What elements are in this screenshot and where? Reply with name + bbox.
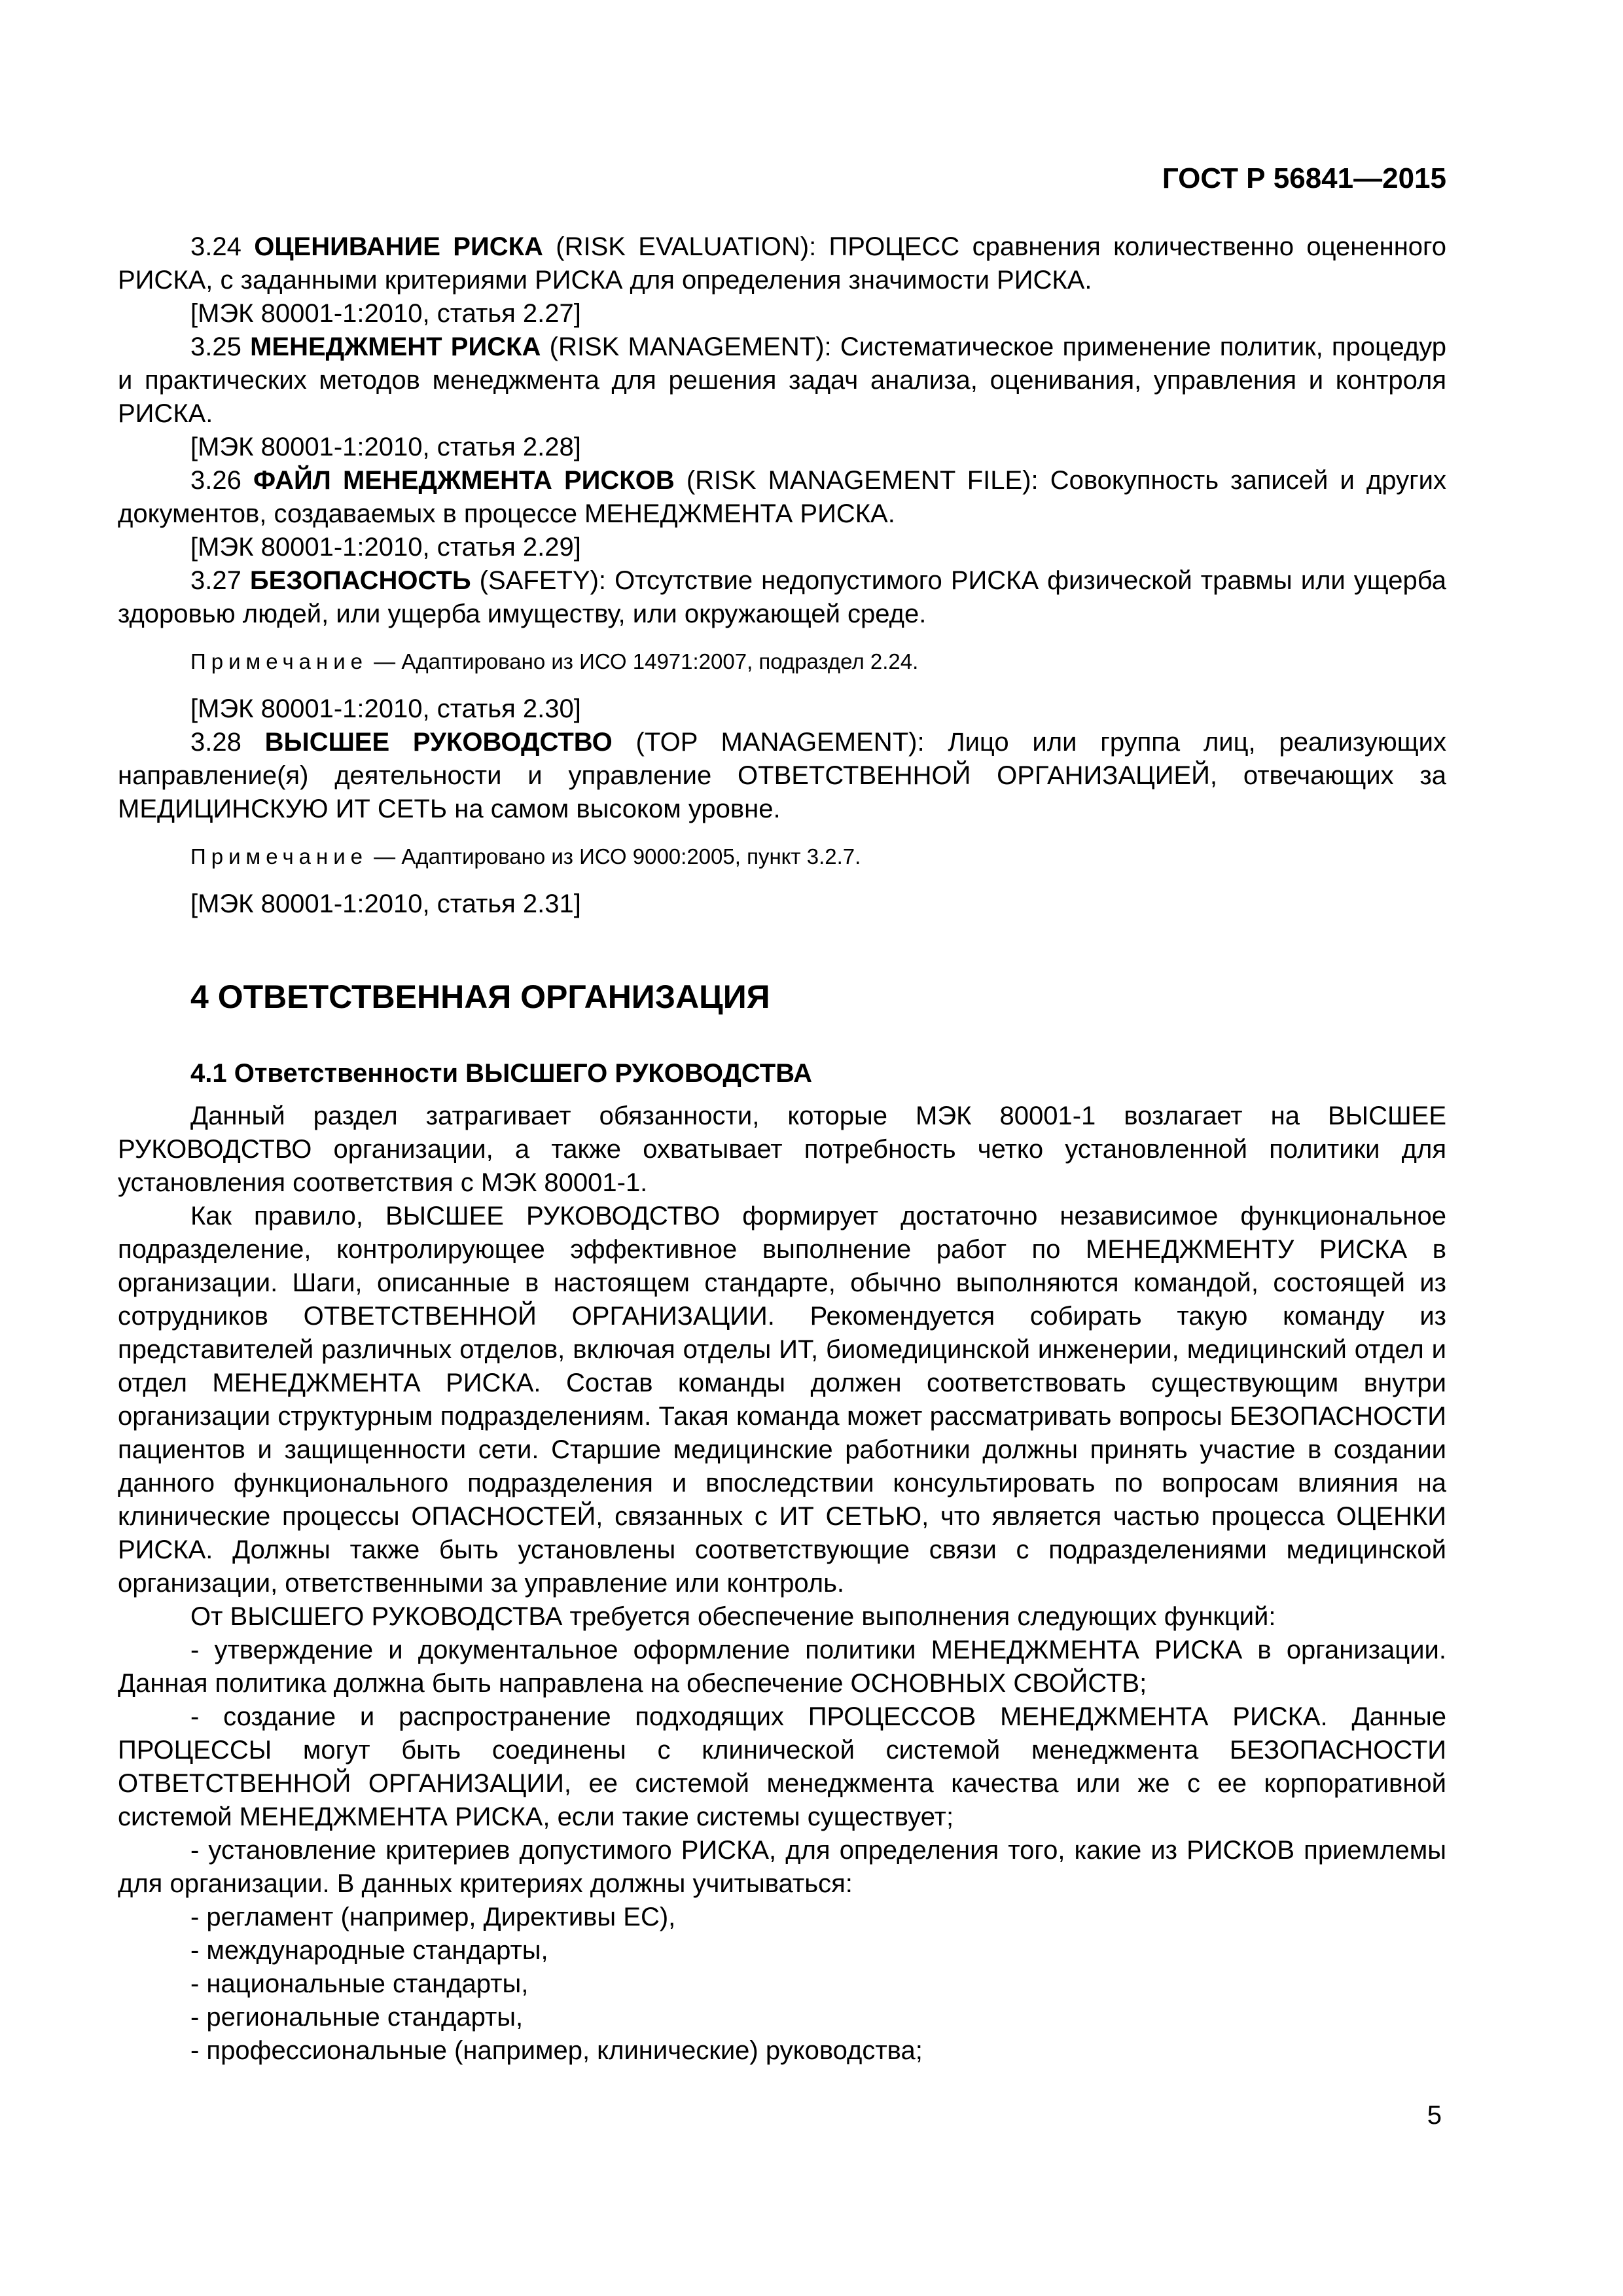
definition-reference: [МЭК 80001-1:2010, статья 2.31] bbox=[190, 889, 581, 918]
criteria-list-item: - регламент (например, Директивы ЕС), bbox=[190, 1903, 676, 1931]
definition-term: БЕЗОПАСНОСТЬ bbox=[249, 566, 471, 595]
definition-3-28 bbox=[118, 726, 1446, 826]
definition-number: 3.24 bbox=[190, 232, 255, 261]
function-list-item: - создание и распространение подходящих ПРОЦЕССОВ МЕНЕДЖМЕНТА РИСКА. Данные ПРОЦЕССЫ могут быть соединены с клинической системой менеджмента БЕЗОПАСНОСТИ ОТВЕТСТВЕННОЙ ОРГАНИЗАЦИИ, ее системой менеджмента качества или же с ее корпоративной системой МЕНЕДЖМЕНТА РИСКА, если такие системы существует; bbox=[118, 1702, 1446, 1831]
definition-reference: [МЭК 80001-1:2010, статья 2.29] bbox=[190, 533, 581, 562]
paragraph: От ВЫСШЕГО РУКОВОДСТВА требуется обеспечение выполнения следующих функций: bbox=[190, 1602, 1276, 1631]
definition-text: (RISK MANAGEMENT FILE): Совокупность записей и других документов, создаваемых в процессе МЕНЕДЖМЕНТА РИСКА. bbox=[118, 466, 1446, 528]
paragraph: Данный раздел затрагивает обязанности, которые МЭК 80001-1 возлагает на ВЫСШЕЕ РУКОВОДСТВО организации, а также охватывает потребность четко установленной политики для установления соответствия с МЭК 80001-1. bbox=[118, 1102, 1446, 1197]
definition-number: 3.25 bbox=[190, 332, 251, 361]
criteria-list-item: - международные стандарты, bbox=[190, 1936, 548, 1965]
page-content bbox=[118, 230, 1446, 2068]
page-number: 5 bbox=[1427, 2101, 1442, 2130]
definition-term: ФАЙЛ МЕНЕДЖМЕНТА РИСКОВ bbox=[253, 466, 675, 495]
note-label: Примечание bbox=[190, 649, 368, 673]
definition-reference: [МЭК 80001-1:2010, статья 2.28] bbox=[190, 433, 581, 461]
criteria-list-item: - профессиональные (например, клинические) руководства; bbox=[190, 2036, 923, 2065]
criteria-list-item: - региональные стандарты, bbox=[190, 2003, 524, 2032]
definition-term: ОЦЕНИВАНИЕ РИСКА bbox=[254, 232, 543, 261]
note-label: Примечание bbox=[190, 844, 368, 869]
definition-number: 3.27 bbox=[190, 566, 250, 595]
definition-number: 3.26 bbox=[190, 466, 253, 495]
definition-reference: [МЭК 80001-1:2010, статья 2.27] bbox=[190, 299, 581, 328]
note-text: — Адаптировано из ИСО 9000:2005, пункт 3.2.7. bbox=[368, 844, 861, 869]
definition-text: (TOP MANAGEMENT): Лицо или группа лиц, реализующих направление(я) деятельности и управление ОТВЕТСТВЕННОЙ ОРГАНИЗАЦИЕЙ, отвечающих за МЕДИЦИНСКУЮ ИТ СЕТЬ на самом высоком уровне. bbox=[118, 728, 1447, 823]
definition-number: 3.28 bbox=[190, 728, 265, 757]
definition-term: МЕНЕДЖМЕНТ РИСКА bbox=[250, 332, 541, 361]
definition-3-26 bbox=[118, 464, 1446, 531]
definition-note bbox=[118, 842, 1446, 871]
definition-term: ВЫСШЕЕ РУКОВОДСТВО bbox=[264, 728, 613, 757]
note-text: — Адаптировано из ИСО 14971:2007, подраздел 2.24. bbox=[368, 649, 919, 673]
subsection-heading: 4.1 Ответственности ВЫСШЕГО РУКОВОДСТВА bbox=[190, 1059, 812, 1088]
function-list-item: - установление критериев допустимого РИСКА, для определения того, какие из РИСКОВ приемлемы для организации. В данных критериях должны учитываться: bbox=[118, 1836, 1446, 1898]
definition-3-27 bbox=[118, 564, 1446, 631]
definition-text: (RISK EVALUATION): ПРОЦЕСС сравнения количественно оцененного РИСКА, с заданными критериями РИСКА для определения значимости РИСКА. bbox=[118, 232, 1446, 295]
paragraph: Как правило, ВЫСШЕЕ РУКОВОДСТВО формирует достаточно независимое функциональное подразделение, контролирующее эффективное выполнение работ по МЕНЕДЖМЕНТУ РИСКА в организации. Шаги, описанные в настоящем стандарте, обычно выполняются командой, состоящей из сотрудников ОТВЕТСТВЕННОЙ ОРГАНИЗАЦИИ. Рекомендуется собирать такую команду из представителей различных отделов, включая отделы ИТ, биомедицинской инженерии, медицинский отдел и отдел МЕНЕДЖМЕНТА РИСКА. Состав команды должен соответствовать существующим внутри организации структурным подразделениям. Такая команда может рассматривать вопросы БЕЗОПАСНОСТИ пациентов и защищенности сети. Старшие медицинские работники должны принять участие в создании данного функционального подразделения и впоследствии консультировать по вопросам влияния на клинические процессы ОПАСНОСТЕЙ, связанных с ИТ СЕТЬЮ, что является частью процесса ОЦЕНКИ РИСКА. Должны также быть установлены соответствующие связи с подразделениями медицинской организации, ответственными за управление или контроль. bbox=[118, 1202, 1446, 1598]
criteria-list-item: - национальные стандарты, bbox=[190, 1969, 529, 1998]
definition-reference: [МЭК 80001-1:2010, статья 2.30] bbox=[190, 694, 581, 723]
document-id-header: ГОСТ Р 56841—2015 bbox=[1162, 162, 1446, 194]
definition-3-25 bbox=[118, 331, 1446, 431]
definition-note bbox=[118, 647, 1446, 676]
definition-text: (RISK MANAGEMENT): Систематическое применение политик, процедур и практических методов менеджмента для решения задач анализа, оценивания, управления и контроля РИСКА. bbox=[118, 332, 1447, 428]
function-list-item: - утверждение и документальное оформление политики МЕНЕДЖМЕНТА РИСКА в организации. Данная политика должна быть направлена на обеспечение ОСНОВНЫХ СВОЙСТВ; bbox=[118, 1636, 1446, 1698]
definition-text: (SAFETY): Отсутствие недопустимого РИСКА физической травмы или ущерба здоровью людей, или ущерба имуществу, или окружающей среде. bbox=[118, 566, 1447, 628]
definition-3-24 bbox=[118, 230, 1446, 297]
section-heading: 4 ОТВЕТСТВЕННАЯ ОРГАНИЗАЦИЯ bbox=[190, 978, 770, 1015]
